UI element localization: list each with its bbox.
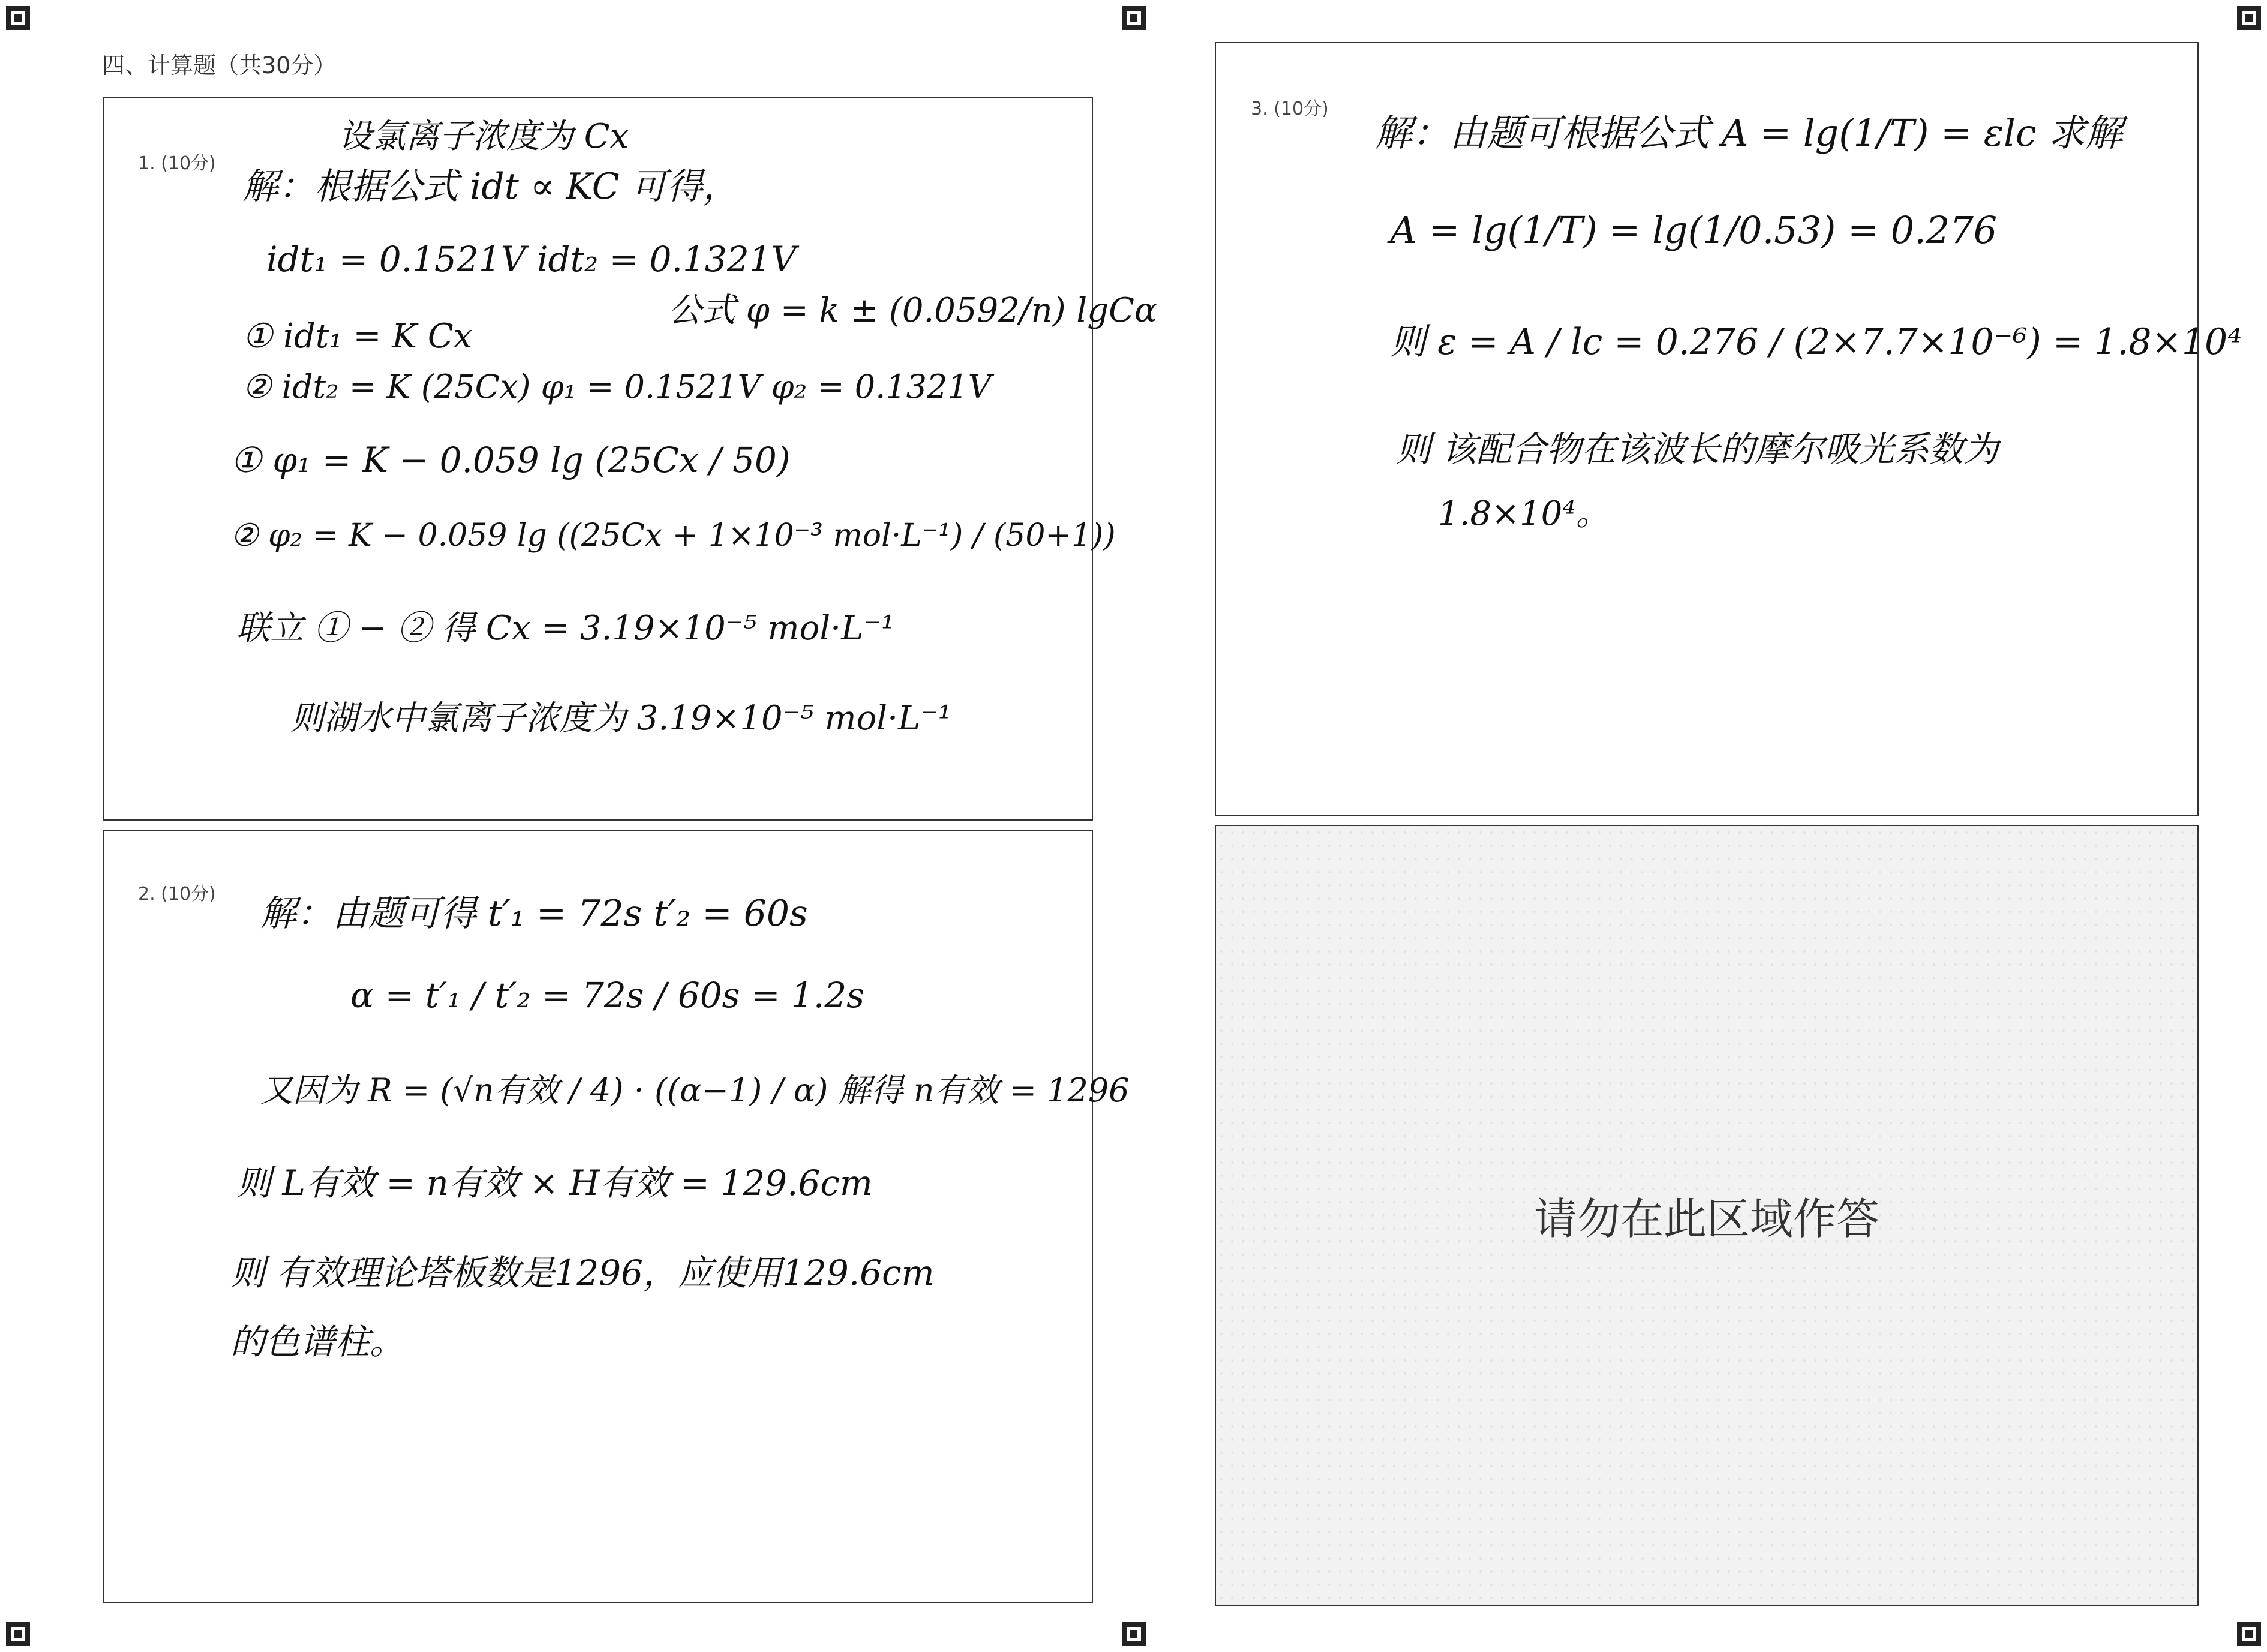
registration-marker (1122, 6, 1146, 30)
answer-line: 解：由题可得 t′₁ = 72s t′₂ = 60s (260, 893, 808, 935)
answer-line: idt₁ = 0.1521V idt₂ = 0.1321V (266, 239, 797, 280)
answer-line: 的色谱柱。 (230, 1321, 405, 1362)
answer-line: ② φ₂ = K − 0.059 lg ((25Cx + 1×10⁻³ mol·L⁻¹) / (50+1)) (230, 518, 1116, 554)
blank-area (1215, 825, 2199, 1606)
answer-line: A = lg(1/T) = lg(1/0.53) = 0.276 (1390, 208, 1998, 252)
answer-line: 则湖水中氯离子浓度为 3.19×10⁻⁵ mol·L⁻¹ (290, 699, 952, 738)
answer-box-q3[interactable] (1215, 42, 2242, 816)
answer-line: 1.8×10⁴。 (1438, 494, 1610, 533)
section-title: 四、计算题（共30分） (102, 52, 337, 79)
registration-marker (2237, 6, 2261, 30)
question-label: 3. (10分) (1251, 98, 1329, 119)
answer-line: 又因为 R = (√n有效 / 4) · ((α−1) / α) 解得 n有效 = 1296 (260, 1071, 1130, 1109)
registration-marker (1122, 1622, 1146, 1646)
registration-marker (6, 1622, 30, 1646)
answer-line: ① idt₁ = K Cx (242, 317, 473, 356)
answer-box-q1[interactable] (103, 97, 1157, 821)
answer-line: ① φ₁ = K − 0.059 lg (25Cx / 50) (230, 440, 791, 480)
blank-area-notice: 请勿在此区域作答 (1533, 1194, 1879, 1244)
answer-line: 联立 ① − ② 得 Cx = 3.19×10⁻⁵ mol·L⁻¹ (236, 609, 895, 648)
answer-line: 则 L有效 = n有效 × H有效 = 129.6cm (236, 1163, 873, 1203)
answer-line: α = t′₁ / t′₂ = 72s / 60s = 1.2s (350, 975, 865, 1016)
answer-box-q2[interactable] (103, 830, 1130, 1603)
answer-line: 公式 φ = k ± (0.0592/n) lgCα (668, 291, 1157, 330)
answer-line: 解：根据公式 idt ∝ KC 可得， (242, 166, 739, 208)
question-label: 1. (10分) (138, 153, 216, 174)
answer-line: 设氯离子浓度为 Cx (338, 117, 629, 156)
answer-line: 则 ε = A / lc = 0.276 / (2×7.7×10⁻⁶) = 1.8×10⁴ (1390, 321, 2242, 363)
registration-marker (6, 6, 30, 30)
answer-line: ② idt₂ = K (25Cx) φ₁ = 0.1521V φ₂ = 0.1321V (242, 368, 992, 406)
answer-line: 则 有效理论塔板数是1296，应使用129.6cm (230, 1252, 935, 1293)
question-label: 2. (10分) (138, 884, 216, 905)
registration-marker (2237, 1622, 2261, 1646)
answer-line: 解：由题可根据公式 A = lg(1/T) = εlc 求解 (1375, 111, 2123, 155)
answer-line: 则 该配合物在该波长的摩尔吸光系数为 (1396, 429, 1999, 470)
